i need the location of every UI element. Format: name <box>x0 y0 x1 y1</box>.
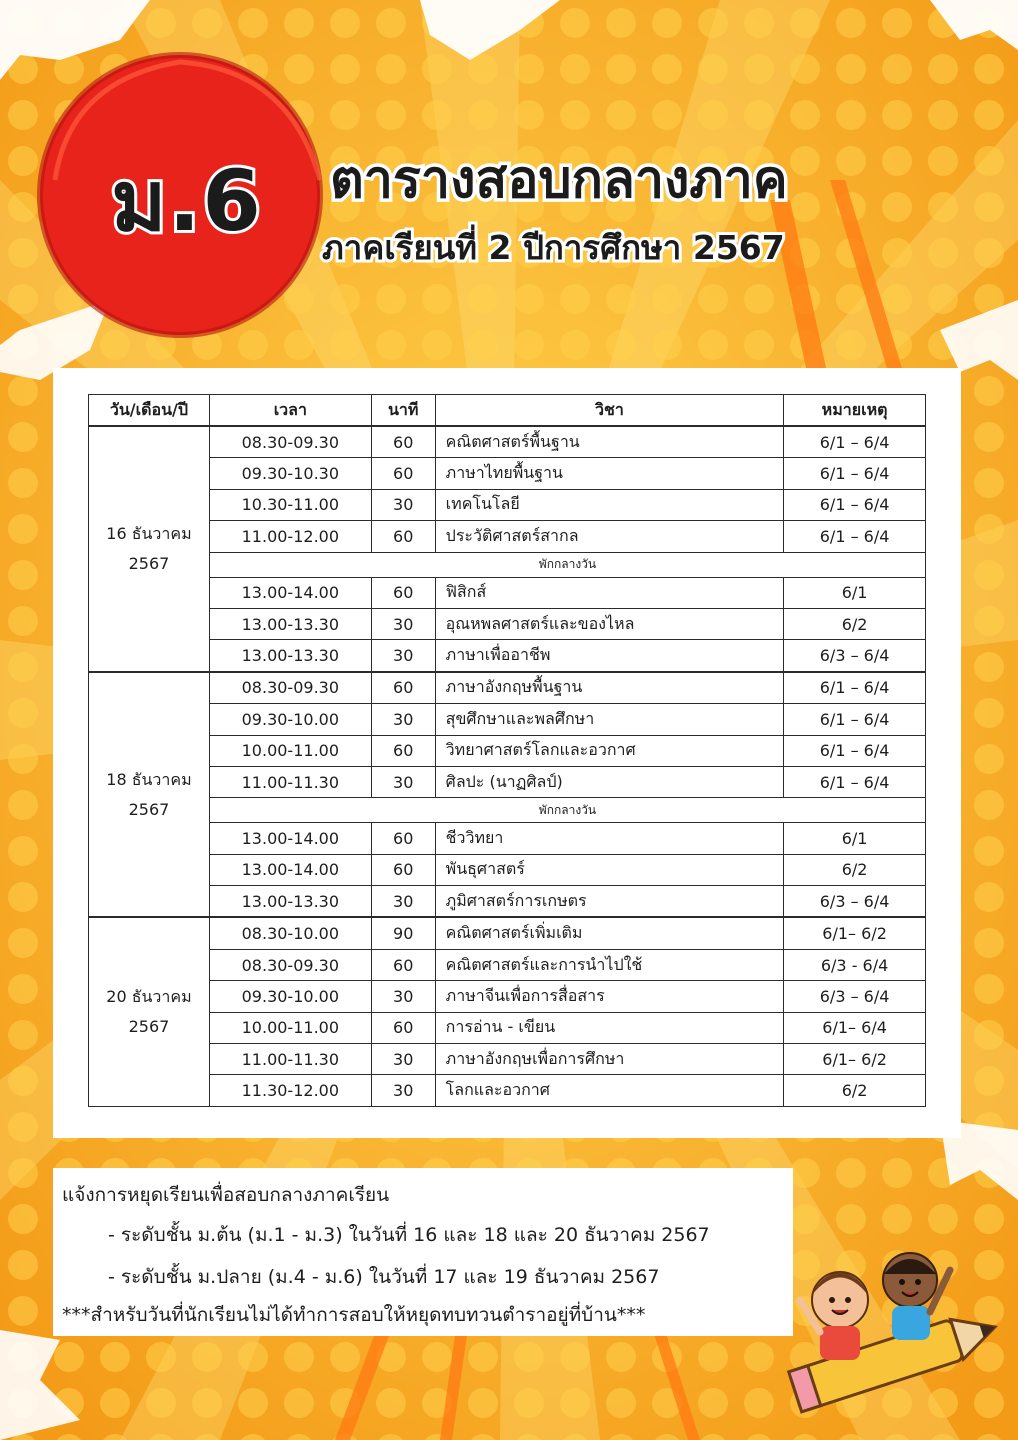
lunch-break-cell: พักกลางวัน <box>209 552 925 577</box>
time-cell: 13.00-14.00 <box>209 854 371 885</box>
minutes-cell: 60 <box>371 1012 435 1043</box>
time-cell: 08.30-09.30 <box>209 426 371 458</box>
minutes-cell: 30 <box>371 1044 435 1075</box>
time-cell: 13.00-13.30 <box>209 640 371 672</box>
minutes-cell: 60 <box>371 949 435 980</box>
page-title: ตารางสอบกลางภาค <box>330 150 788 210</box>
table-row <box>89 640 926 672</box>
table-body <box>89 426 926 1106</box>
time-cell: 13.00-14.00 <box>209 823 371 854</box>
table-row <box>89 886 926 918</box>
notice-box <box>53 1168 793 1336</box>
note-cell: 6/3 – 6/4 <box>784 886 926 918</box>
note-cell: 6/3 – 6/4 <box>784 640 926 672</box>
subject-cell: ภาษาจีนเพื่อการสื่อสาร <box>435 981 784 1012</box>
subject-cell: คณิตศาสตร์และการนำไปใช้ <box>435 949 784 980</box>
date-line-2: 2567 <box>128 1017 170 1037</box>
table-row <box>89 823 926 854</box>
date-cell <box>89 672 210 918</box>
subject-cell: ภาษาไทยพื้นฐาน <box>435 458 784 489</box>
table-row <box>89 766 926 797</box>
minutes-cell: 30 <box>371 766 435 797</box>
time-cell: 10.30-11.00 <box>209 489 371 520</box>
column-header-note: หมายเหตุ <box>784 395 926 427</box>
time-cell: 10.00-11.00 <box>209 735 371 766</box>
note-cell: 6/2 <box>784 1075 926 1106</box>
kids-on-pencil-illustration <box>770 1240 1010 1430</box>
date-line-2: 2567 <box>128 553 170 573</box>
table-row <box>89 672 926 704</box>
subject-cell: เทคโนโลยี <box>435 489 784 520</box>
column-header-subject: วิชา <box>435 395 784 427</box>
table-row <box>89 521 926 552</box>
schedule-panel <box>53 368 961 1138</box>
lunch-break-cell: พักกลางวัน <box>209 798 925 823</box>
note-cell: 6/1 – 6/4 <box>784 704 926 735</box>
table-row <box>89 854 926 885</box>
note-cell: 6/1 <box>784 823 926 854</box>
page-subtitle: ภาคเรียนที่ 2 ปีการศึกษา 2567 <box>322 228 785 267</box>
subject-cell: พันธุศาสตร์ <box>435 854 784 885</box>
subject-cell: ภาษาอังกฤษพื้นฐาน <box>435 672 784 704</box>
time-cell: 13.00-13.30 <box>209 886 371 918</box>
subject-cell: ฟิสิกส์ <box>435 577 784 608</box>
note-cell: 6/1 – 6/4 <box>784 458 926 489</box>
minutes-cell: 30 <box>371 704 435 735</box>
note-cell: 6/1– 6/2 <box>784 1044 926 1075</box>
table-row <box>89 426 926 458</box>
note-cell: 6/1 – 6/4 <box>784 426 926 458</box>
table-row <box>89 949 926 980</box>
minutes-cell: 30 <box>371 886 435 918</box>
date-line-1: 16 ธันวาคม <box>106 523 192 543</box>
minutes-cell: 60 <box>371 672 435 704</box>
minutes-cell: 60 <box>371 426 435 458</box>
table-row <box>89 917 926 949</box>
table-header-row <box>89 395 926 427</box>
time-cell: 13.00-14.00 <box>209 577 371 608</box>
minutes-cell: 90 <box>371 917 435 949</box>
column-header-time: เวลา <box>209 395 371 427</box>
note-cell: 6/1 – 6/4 <box>784 766 926 797</box>
subject-cell: ภาษาอังกฤษเพื่อการศึกษา <box>435 1044 784 1075</box>
subject-cell: การอ่าน - เขียน <box>435 1012 784 1043</box>
minutes-cell: 30 <box>371 489 435 520</box>
exam-schedule-table <box>88 394 926 1107</box>
time-cell: 13.00-13.30 <box>209 608 371 639</box>
note-cell: 6/1 – 6/4 <box>784 489 926 520</box>
notice-line-2: - ระดับชั้น ม.ปลาย (ม.4 - ม.6) ในวันที่ 17 และ 19 ธันวาคม 2567 <box>108 1266 660 1288</box>
minutes-cell: 60 <box>371 521 435 552</box>
table-row <box>89 458 926 489</box>
minutes-cell: 30 <box>371 640 435 672</box>
minutes-cell: 30 <box>371 608 435 639</box>
notice-line-1: - ระดับชั้น ม.ต้น (ม.1 - ม.3) ในวันที่ 16 และ 18 และ 20 ธันวาคม 2567 <box>108 1224 710 1246</box>
subject-cell: ชีววิทยา <box>435 823 784 854</box>
time-cell: 09.30-10.00 <box>209 981 371 1012</box>
table-row <box>89 577 926 608</box>
column-header-date: วัน/เดือน/ปี <box>89 395 210 427</box>
table-row <box>89 735 926 766</box>
time-cell: 10.00-11.00 <box>209 1012 371 1043</box>
time-cell: 11.00-11.30 <box>209 766 371 797</box>
date-cell <box>89 426 210 672</box>
subject-cell: คณิตศาสตร์เพิ่มเติม <box>435 917 784 949</box>
minutes-cell: 60 <box>371 854 435 885</box>
subject-cell: วิทยาศาสตร์โลกและอวกาศ <box>435 735 784 766</box>
notice-footer: ***สำหรับวันที่นักเรียนไม่ได้ทำการสอบให้หยุดทบทวนตำราอยู่ที่บ้าน*** <box>62 1304 646 1326</box>
time-cell: 08.30-09.30 <box>209 949 371 980</box>
date-line-1: 20 ธันวาคม <box>106 987 192 1007</box>
subject-cell: คณิตศาสตร์พื้นฐาน <box>435 426 784 458</box>
table-row <box>89 1012 926 1043</box>
note-cell: 6/2 <box>784 854 926 885</box>
notice-heading: แจ้งการหยุดเรียนเพื่อสอบกลางภาคเรียน <box>62 1184 390 1206</box>
column-header-minutes: นาที <box>371 395 435 427</box>
time-cell: 09.30-10.30 <box>209 458 371 489</box>
note-cell: 6/1– 6/2 <box>784 917 926 949</box>
subject-cell: โลกและอวกาศ <box>435 1075 784 1106</box>
note-cell: 6/1 <box>784 577 926 608</box>
time-cell: 11.00-12.00 <box>209 521 371 552</box>
table-row <box>89 1044 926 1075</box>
date-line-1: 18 ธันวาคม <box>106 769 192 789</box>
subject-cell: ภูมิศาสตร์การเกษตร <box>435 886 784 918</box>
note-cell: 6/3 - 6/4 <box>784 949 926 980</box>
subject-cell: สุขศึกษาและพลศึกษา <box>435 704 784 735</box>
note-cell: 6/1 – 6/4 <box>784 672 926 704</box>
time-cell: 09.30-10.00 <box>209 704 371 735</box>
note-cell: 6/3 – 6/4 <box>784 981 926 1012</box>
minutes-cell: 60 <box>371 458 435 489</box>
minutes-cell: 60 <box>371 577 435 608</box>
minutes-cell: 30 <box>371 1075 435 1106</box>
time-cell: 11.30-12.00 <box>209 1075 371 1106</box>
minutes-cell: 60 <box>371 823 435 854</box>
subject-cell: ประวัติศาสตร์สากล <box>435 521 784 552</box>
date-line-2: 2567 <box>128 799 170 819</box>
table-row <box>89 608 926 639</box>
time-cell: 08.30-10.00 <box>209 917 371 949</box>
time-cell: 08.30-09.30 <box>209 672 371 704</box>
subject-cell: ภาษาเพื่ออาชีพ <box>435 640 784 672</box>
date-cell <box>89 917 210 1106</box>
minutes-cell: 60 <box>371 735 435 766</box>
subject-cell: ศิลปะ (นาฏศิลป์) <box>435 766 784 797</box>
break-row <box>89 798 926 823</box>
table-row <box>89 704 926 735</box>
time-cell: 11.00-11.30 <box>209 1044 371 1075</box>
minutes-cell: 30 <box>371 981 435 1012</box>
note-cell: 6/1 – 6/4 <box>784 735 926 766</box>
break-row <box>89 552 926 577</box>
note-cell: 6/1 – 6/4 <box>784 521 926 552</box>
subject-cell: อุณหพลศาสตร์และของไหล <box>435 608 784 639</box>
note-cell: 6/1– 6/4 <box>784 1012 926 1043</box>
table-row <box>89 1075 926 1106</box>
grade-badge: ม.6 <box>111 152 263 250</box>
table-row <box>89 489 926 520</box>
note-cell: 6/2 <box>784 608 926 639</box>
table-row <box>89 981 926 1012</box>
